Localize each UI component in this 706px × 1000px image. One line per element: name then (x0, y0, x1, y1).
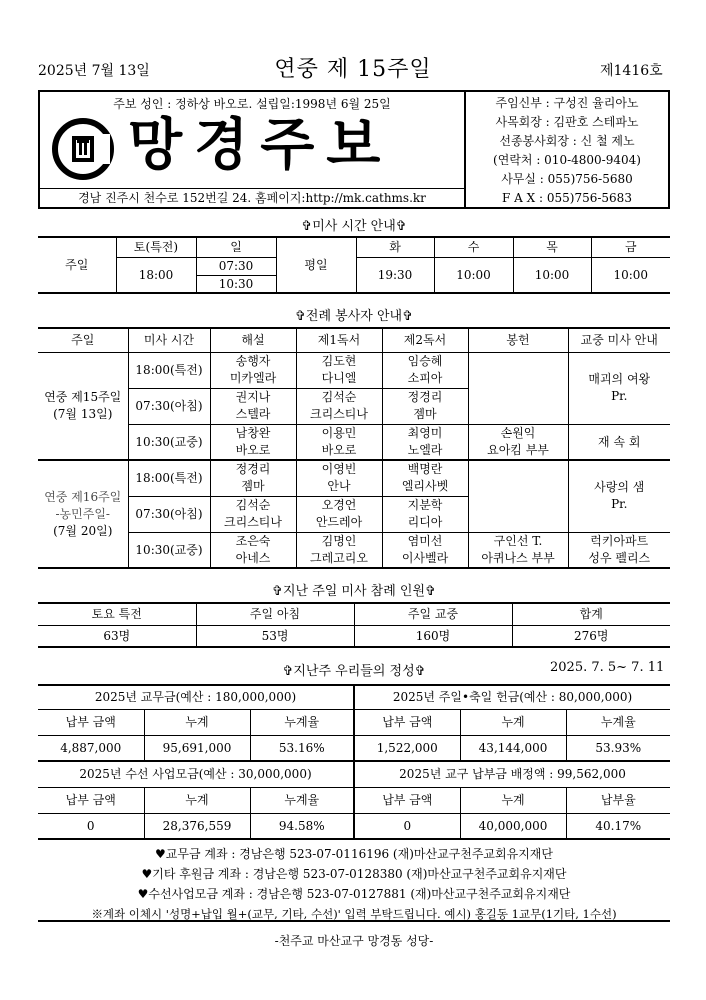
col-header: 제1독서 (296, 328, 382, 352)
mass-time: 18:00(특전) (128, 352, 210, 388)
weekday-day: 화 (356, 237, 434, 257)
mass-time: 10:30(교중) (128, 532, 210, 568)
staff-line: 주임신부 : 구성진 율리아노 (495, 96, 639, 110)
commentator (210, 532, 296, 568)
reader-2 (382, 352, 468, 388)
offering-line: 구인선 T. (493, 533, 543, 548)
server-name: 지분학 (407, 498, 443, 512)
offerings-period: 2025. 7. 5~ 7. 11 (550, 660, 665, 675)
mass-time: 18:00(특전) (128, 460, 210, 496)
server-baptismal-name: 바오로 (321, 442, 357, 457)
guide-line: Pr. (611, 497, 628, 512)
offering-block-title: 2025년 주일•축일 헌금(예산 : 80,000,000) (354, 685, 670, 709)
masthead-left (40, 92, 466, 207)
sunday-day-label: 일 (196, 237, 276, 257)
reader-2 (382, 496, 468, 532)
commentator (210, 424, 296, 460)
offerings-table (38, 684, 670, 840)
offering-col-header: 누계 (460, 787, 566, 813)
server-name: 정경리 (235, 462, 271, 477)
bulletin-date: 2025년 7월 13일 (38, 63, 150, 79)
col-header: 교중 미사 안내 (568, 328, 670, 352)
sunday-label: 주일 (38, 237, 116, 293)
saturday-label: 토(특전) (116, 237, 196, 257)
offering-col-header: 납부 금액 (354, 787, 460, 813)
server-baptismal-name: 이사벨라 (401, 550, 449, 565)
reader-2 (382, 460, 468, 496)
reader-2 (382, 388, 468, 424)
reader-2 (382, 424, 468, 460)
guide-line: 성우 펠리스 (588, 550, 651, 565)
offering-empty (468, 352, 568, 424)
server-baptismal-name: 스텔라 (235, 407, 271, 421)
week-label (38, 352, 128, 460)
server-name: 김석순 (235, 498, 271, 512)
offering-value: 53.93% (566, 735, 670, 761)
masthead (38, 90, 670, 209)
account-line: ♥기타 후원금 계좌 : 경남은행 523-07-0128380 (재)마산교구천주교회유지재단 (141, 867, 567, 881)
guide-group (568, 352, 670, 424)
server-name: 이용민 (321, 425, 357, 440)
server-baptismal-name: 젬마 (241, 479, 265, 494)
attendance-header: 토요 특전 (38, 603, 196, 625)
server-baptismal-name: 소피아 (407, 371, 443, 385)
guide-line: 사랑의 샘 (594, 480, 645, 495)
server-baptismal-name: 그레고리오 (310, 550, 368, 565)
footer-parish: -천주교 마산교구 망경동 성당- (274, 934, 434, 948)
address-line: 경남 진주시 천수로 152번길 24. 홈페이지:http://mk.cathms.kr (40, 188, 464, 208)
bulletin-name: 망경주보 (128, 113, 393, 178)
server-baptismal-name: 다니엘 (321, 371, 357, 385)
servers-table (38, 327, 670, 569)
mass-time: 07:30(아침) (128, 496, 210, 532)
server-baptismal-name: 안나 (327, 479, 351, 494)
server-name: 이영빈 (321, 462, 357, 477)
offering-col-header: 누계 (144, 709, 250, 735)
commentator (210, 352, 296, 388)
reader-1 (296, 460, 382, 496)
server-baptismal-name: 젬마 (413, 407, 437, 421)
attendance-value: 160명 (354, 625, 512, 647)
sunday-time: 10:30 (196, 275, 276, 293)
account-line: ♥교무금 계좌 : 경남은행 523-07-0116196 (재)마산교구천주교회유지재단 (155, 847, 553, 861)
weekday-day: 목 (513, 237, 591, 257)
guide-group: 재 속 회 (568, 424, 670, 460)
server-baptismal-name: 노엘라 (407, 442, 443, 457)
weekday-label: 평일 (276, 237, 356, 293)
offering-col-header: 납부 금액 (354, 709, 460, 735)
servers-title: ✞전례 봉사자 안내✞ (295, 309, 413, 324)
offering-line: 손원익 (500, 425, 536, 440)
attendance-header: 주일 아침 (196, 603, 354, 625)
guide-group (568, 532, 670, 568)
offering-empty (468, 460, 568, 532)
staff-list (466, 94, 668, 208)
staff-line: 사무실 : 055)756-5680 (501, 172, 633, 186)
weekday-time: 10:00 (591, 257, 670, 293)
mass-time: 10:30(교중) (128, 424, 210, 460)
weekday-day: 수 (434, 237, 513, 257)
reader-1 (296, 424, 382, 460)
offering-line: 요아킴 부부 (487, 442, 549, 457)
offering-block-title: 2025년 수선 사업모금(예산 : 30,000,000) (38, 761, 354, 787)
offering-value: 53.16% (250, 735, 354, 761)
guide-line: Pr. (611, 389, 628, 403)
server-name: 조은숙 (235, 533, 271, 548)
week-label-line: 연중 제16주일 (44, 489, 122, 504)
offering-value: 40,000,000 (460, 813, 566, 839)
offering-value: 40.17% (566, 813, 670, 839)
commentator (210, 460, 296, 496)
col-header: 주일 (38, 328, 128, 352)
server-baptismal-name: 크리스티나 (224, 515, 282, 529)
offering-col-header: 누계율 (250, 787, 354, 813)
week-label-line: -농민주일- (55, 506, 110, 521)
guide-line: 럭키아파트 (590, 533, 649, 548)
offering-value: 94.58% (250, 813, 354, 839)
server-name: 오경언 (321, 498, 357, 512)
patron-line: 주보 성인 : 정하상 바오로. 설립일:1998년 6월 25일 (113, 97, 391, 111)
server-baptismal-name: 안드레아 (315, 515, 363, 529)
server-baptismal-name: 바오로 (235, 442, 271, 457)
col-header: 봉헌 (468, 328, 568, 352)
staff-line: F A X : 055)756-5683 (502, 191, 632, 205)
offering-value: 28,376,559 (144, 813, 250, 839)
reader-1 (296, 388, 382, 424)
server-baptismal-name: 리디아 (407, 515, 443, 529)
col-header: 해설 (210, 328, 296, 352)
server-name: 송행자 (235, 354, 271, 368)
offering-value: 0 (354, 813, 460, 839)
offering-col-header: 누계율 (566, 709, 670, 735)
guide-line: 매괴의 여왕 (588, 372, 651, 386)
parish-logo (52, 118, 114, 180)
offering-col-header: 누계 (144, 787, 250, 813)
offering-value: 0 (38, 813, 144, 839)
server-name: 정경리 (407, 390, 443, 404)
attendance-value: 63명 (38, 625, 196, 647)
weekday-time: 19:30 (356, 257, 434, 293)
sunday-time: 07:30 (196, 257, 276, 275)
server-name: 염미선 (407, 533, 443, 548)
week-label-line: (7월 20일) (53, 523, 113, 538)
attendance-table (38, 602, 670, 648)
offerings-title: ✞지난주 우리들의 정성✞ (282, 664, 426, 679)
week-label-line: (7월 13일) (53, 406, 113, 421)
account-line: ♥수선사업모금 계좌 : 경남은행 523-07-0127881 (재)마산교구천주교회유지재단 (137, 887, 571, 901)
server-name: 권지나 (235, 390, 271, 404)
bulletin-title: 연중 제 15주일 (274, 57, 432, 82)
commentator (210, 496, 296, 532)
col-header: 미사 시간 (128, 328, 210, 352)
attendance-header: 합계 (512, 603, 670, 625)
reader-1 (296, 532, 382, 568)
server-name: 백명란 (407, 462, 443, 477)
offering-col-header: 누계 (460, 709, 566, 735)
offering-line: 아퀴나스 부부 (481, 550, 555, 565)
mass-times-title: ✞미사 시간 안내✞ (301, 219, 407, 234)
commentator (210, 388, 296, 424)
offering-col-header: 납부율 (566, 787, 670, 813)
weekday-time: 10:00 (513, 257, 591, 293)
offering-value: 43,144,000 (460, 735, 566, 761)
server-baptismal-name: 미카엘라 (229, 371, 277, 385)
mass-times-table (38, 236, 670, 294)
offering-family (468, 532, 568, 568)
offering-family (468, 424, 568, 460)
offering-value: 4,887,000 (38, 735, 144, 761)
saturday-time: 18:00 (116, 257, 196, 293)
server-name: 김도현 (321, 354, 357, 368)
offering-col-header: 누계율 (250, 709, 354, 735)
attendance-header: 주일 교중 (354, 603, 512, 625)
server-baptismal-name: 아네스 (235, 550, 271, 565)
account-info (38, 844, 670, 924)
server-name: 남창완 (235, 425, 271, 440)
offering-col-header: 납부 금액 (38, 787, 144, 813)
col-header: 제2독서 (382, 328, 468, 352)
mass-time: 07:30(아침) (128, 388, 210, 424)
attendance-title: ✞지난 주일 미사 참례 인원✞ (272, 584, 436, 599)
server-name: 최영미 (407, 425, 443, 440)
server-name: 김명인 (321, 533, 357, 548)
server-baptismal-name: 엘리사벳 (401, 479, 449, 494)
footer-divider (38, 920, 670, 922)
offering-block-title: 2025년 교무금(예산 : 180,000,000) (38, 685, 354, 709)
weekday-time: 10:00 (434, 257, 513, 293)
weekday-day: 금 (591, 237, 670, 257)
offering-value: 1,522,000 (354, 735, 460, 761)
offering-value: 95,691,000 (144, 735, 250, 761)
reader-1 (296, 352, 382, 388)
staff-line: 선종봉사회장 : 신 철 제노 (499, 134, 635, 148)
server-name: 임승혜 (407, 354, 443, 368)
server-baptismal-name: 크리스티나 (310, 407, 368, 421)
staff-line: (연락처 : 010-4800-9404) (493, 153, 641, 167)
account-note: ※계좌 이체시 '성명+납입 월+(교무, 기타, 수선)' 입력 부탁드립니다. 예시) 홍길동 1교무(1기타, 1수선) (91, 907, 617, 921)
week-label (38, 460, 128, 568)
attendance-value: 276명 (512, 625, 670, 647)
reader-1 (296, 496, 382, 532)
offering-block-title: 2025년 교구 납부금 배정액 : 99,562,000 (354, 761, 670, 787)
offering-col-header: 납부 금액 (38, 709, 144, 735)
server-name: 김석순 (321, 390, 357, 404)
staff-line: 사목회장 : 김판호 스테파노 (495, 115, 639, 129)
attendance-value: 53명 (196, 625, 354, 647)
week-label-line: 연중 제15주일 (44, 389, 122, 404)
guide-group (568, 460, 670, 532)
issue-number: 제1416호 (600, 63, 663, 79)
reader-2 (382, 532, 468, 568)
